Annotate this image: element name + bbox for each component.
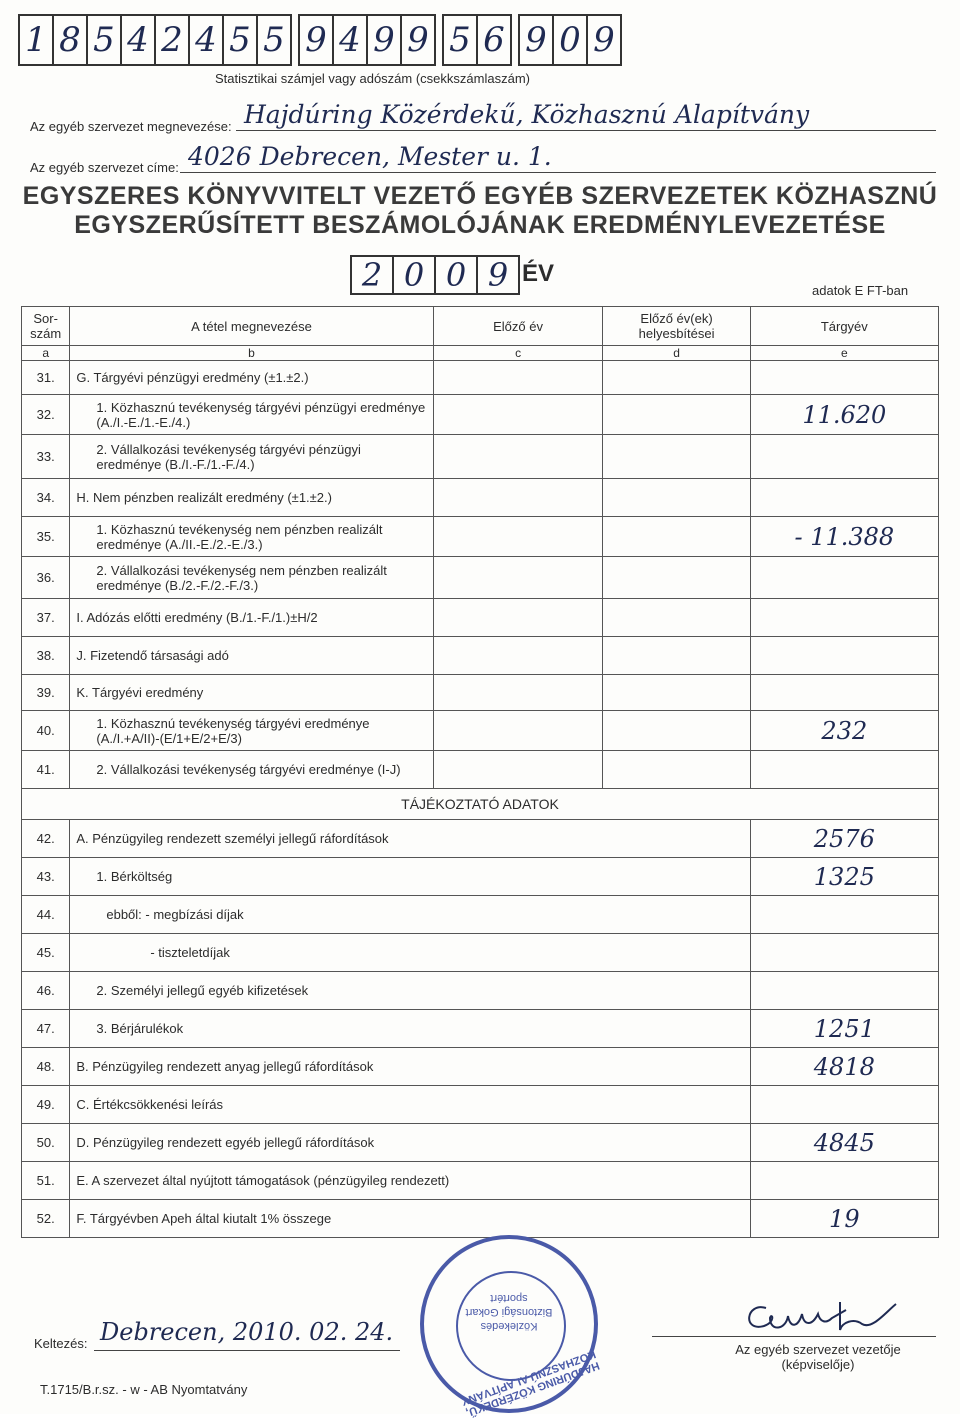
row-description: 1. Közhasznú tevékenység tárgyévi eredménye (A./I.+A/II)-(E/1+E/2+E/3)	[70, 711, 433, 751]
table-row	[22, 1162, 939, 1200]
row-description: K. Tárgyévi eredmény	[70, 675, 433, 711]
stamp-center-text: Közlekedés Biztonsági Gokart sportért	[465, 1292, 553, 1332]
row-current-year	[750, 972, 938, 1010]
stat-number-boxes	[20, 14, 622, 66]
year-digit: 0	[392, 255, 436, 295]
header-row-number: Sor-szám	[22, 307, 70, 346]
year-boxes	[352, 255, 520, 295]
row-number: 38.	[22, 637, 70, 675]
row-number: 41.	[22, 751, 70, 789]
stat-digit: 1	[18, 14, 54, 66]
table-row	[22, 479, 939, 517]
row-number: 36.	[22, 557, 70, 599]
row-number: 50.	[22, 1124, 70, 1162]
table-row	[22, 1124, 939, 1162]
year-digit: 2	[350, 255, 394, 295]
header-current-year: Tárgyév	[750, 307, 938, 346]
table-row	[22, 395, 939, 435]
row-number: 47.	[22, 1010, 70, 1048]
table-row	[22, 517, 939, 557]
row-description: ebből: - megbízási díjak	[70, 896, 750, 934]
date-line	[94, 1350, 400, 1351]
table-row	[22, 1010, 939, 1048]
row-current-year: 1251	[750, 1010, 938, 1048]
row-current-year	[750, 1162, 938, 1200]
row-number: 37.	[22, 599, 70, 637]
row-current-year	[750, 751, 938, 789]
row-description: J. Fizetendő társasági adó	[70, 637, 433, 675]
stat-digit: 8	[52, 14, 88, 66]
stat-digit: 4	[120, 14, 156, 66]
row-previous-year	[433, 517, 603, 557]
row-description: I. Adózás előtti eredmény (B./1.-F./1.)±H/2	[70, 599, 433, 637]
row-previous-year	[433, 361, 603, 395]
signature-mark	[736, 1292, 906, 1342]
stat-digit: 9	[298, 14, 334, 66]
section-row	[22, 789, 939, 820]
stat-number-label: Statisztikai számjel vagy adószám (csekkszámlaszám)	[215, 71, 530, 86]
stat-digit: 9	[518, 14, 554, 66]
row-current-year: 232	[750, 711, 938, 751]
row-number: 51.	[22, 1162, 70, 1200]
column-letter: e	[750, 346, 938, 361]
row-current-year: 2576	[750, 820, 938, 858]
stat-digit: 4	[332, 14, 368, 66]
row-current-year	[750, 557, 938, 599]
row-corrections	[603, 435, 750, 479]
row-description: A. Pénzügyileg rendezett személyi jellegű ráfordítások	[70, 820, 750, 858]
org-name-line	[236, 130, 936, 131]
row-number: 35.	[22, 517, 70, 557]
row-number: 34.	[22, 479, 70, 517]
date-label: Keltezés:	[34, 1336, 88, 1351]
row-previous-year	[433, 557, 603, 599]
table-row	[22, 1200, 939, 1238]
row-number: 31.	[22, 361, 70, 395]
form-title-line2: EGYSZERŰSÍTETT BESZÁMOLÓJÁNAK EREDMÉNYLEVEZETÉSE	[74, 211, 886, 239]
row-number: 45.	[22, 934, 70, 972]
header-item-name: A tétel megnevezése	[70, 307, 433, 346]
row-description: H. Nem pénzben realizált eredmény (±1.±2.)	[70, 479, 433, 517]
row-previous-year	[433, 751, 603, 789]
column-letter: a	[22, 346, 70, 361]
row-number: 32.	[22, 395, 70, 435]
row-number: 40.	[22, 711, 70, 751]
row-current-year: 1325	[750, 858, 938, 896]
year-digit: 9	[476, 255, 520, 295]
table-header-row	[22, 307, 939, 346]
table-row	[22, 1086, 939, 1124]
header-corrections: Előző év(ek) helyesbítései	[603, 307, 750, 346]
org-name-value: Hajdúring Közérdekű, Közhasznú Alapítvány	[244, 100, 810, 129]
stat-digit: 0	[552, 14, 588, 66]
table-row	[22, 557, 939, 599]
org-address-line	[180, 172, 936, 173]
header-previous-year: Előző év	[433, 307, 603, 346]
row-number: 44.	[22, 896, 70, 934]
row-description: - tiszteletdíjak	[70, 934, 750, 972]
row-number: 39.	[22, 675, 70, 711]
row-current-year: 19	[750, 1200, 938, 1238]
table-row	[22, 820, 939, 858]
table-row	[22, 361, 939, 395]
table-letter-row	[22, 346, 939, 361]
stat-digit: 9	[400, 14, 436, 66]
unit-label: adatok E FT-ban	[812, 283, 909, 298]
row-corrections	[603, 751, 750, 789]
row-description: 2. Vállalkozási tevékenység tárgyévi pénzügyi eredménye (B./I.-F./1.-F./4.)	[70, 435, 433, 479]
table-row	[22, 972, 939, 1010]
table-row	[22, 435, 939, 479]
row-description: 1. Bérköltség	[70, 858, 750, 896]
info-section-title: TÁJÉKOZTATÓ ADATOK	[22, 789, 939, 820]
row-corrections	[603, 395, 750, 435]
form-code: T.1715/B.r.sz. - w - AB Nyomtatvány	[40, 1382, 248, 1397]
org-name-label: Az egyéb szervezet megnevezése:	[30, 119, 232, 134]
row-corrections	[603, 711, 750, 751]
row-description: 2. Személyi jellegű egyéb kifizetések	[70, 972, 750, 1010]
row-description: 2. Vállalkozási tevékenység tárgyévi eredménye (I-J)	[70, 751, 433, 789]
row-number: 42.	[22, 820, 70, 858]
row-previous-year	[433, 599, 603, 637]
row-corrections	[603, 517, 750, 557]
table-row	[22, 637, 939, 675]
result-table	[21, 306, 939, 1238]
row-number: 33.	[22, 435, 70, 479]
row-number: 49.	[22, 1086, 70, 1124]
row-current-year	[750, 361, 938, 395]
row-corrections	[603, 361, 750, 395]
row-number: 48.	[22, 1048, 70, 1086]
row-corrections	[603, 557, 750, 599]
row-corrections	[603, 479, 750, 517]
row-current-year: 4818	[750, 1048, 938, 1086]
stat-digit: 6	[476, 14, 512, 66]
row-corrections	[603, 675, 750, 711]
table-row	[22, 934, 939, 972]
table-row	[22, 896, 939, 934]
year-label: ÉV	[522, 260, 555, 287]
stat-digit: 5	[442, 14, 478, 66]
row-description: 2. Vállalkozási tevékenység nem pénzben realizált eredménye (B./2.-F./2.-F./3.)	[70, 557, 433, 599]
row-previous-year	[433, 395, 603, 435]
table-row	[22, 599, 939, 637]
row-current-year	[750, 435, 938, 479]
table-row	[22, 1048, 939, 1086]
table-row	[22, 751, 939, 789]
row-current-year	[750, 896, 938, 934]
column-letter: b	[70, 346, 433, 361]
stat-digit: 9	[366, 14, 402, 66]
row-description: 1. Közhasznú tevékenység nem pénzben realizált eredménye (A./II.-E./2.-E./3.)	[70, 517, 433, 557]
table-row	[22, 858, 939, 896]
year-digit: 0	[434, 255, 478, 295]
column-letter: d	[603, 346, 750, 361]
row-description: 1. Közhasznú tevékenység tárgyévi pénzügyi eredménye (A./I.-E./1.-E./4.)	[70, 395, 433, 435]
row-description: G. Tárgyévi pénzügyi eredmény (±1.±2.)	[70, 361, 433, 395]
row-description: D. Pénzügyileg rendezett egyéb jellegű ráfordítások	[70, 1124, 750, 1162]
row-number: 46.	[22, 972, 70, 1010]
row-description: E. A szervezet által nyújtott támogatások (pénzügyileg rendezett)	[70, 1162, 750, 1200]
stat-digit: 5	[86, 14, 122, 66]
row-corrections	[603, 637, 750, 675]
org-address-value: 4026 Debrecen, Mester u. 1.	[188, 142, 552, 171]
stat-digit: 5	[256, 14, 292, 66]
row-description: 3. Bérjárulékok	[70, 1010, 750, 1048]
row-current-year	[750, 637, 938, 675]
form-title-line1: EGYSZERES KÖNYVVITELT VEZETŐ EGYÉB SZERVEZETEK KÖZHASZNÚ	[22, 182, 938, 210]
row-current-year: 11.620	[750, 395, 938, 435]
row-previous-year	[433, 637, 603, 675]
row-current-year	[750, 934, 938, 972]
signature-label: Az egyéb szervezet vezetője (képviselője)	[735, 1342, 901, 1372]
row-description: F. Tárgyévben Apeh által kiutalt 1% összege	[70, 1200, 750, 1238]
table-row	[22, 711, 939, 751]
column-letter: c	[433, 346, 603, 361]
row-current-year: 4845	[750, 1124, 938, 1162]
row-previous-year	[433, 479, 603, 517]
stat-digit: 9	[586, 14, 622, 66]
row-previous-year	[433, 675, 603, 711]
row-previous-year	[433, 435, 603, 479]
row-number: 52.	[22, 1200, 70, 1238]
row-current-year	[750, 675, 938, 711]
row-description: B. Pénzügyileg rendezett anyag jellegű ráfordítások	[70, 1048, 750, 1086]
stat-digit: 5	[222, 14, 258, 66]
row-corrections	[603, 599, 750, 637]
row-current-year	[750, 1086, 938, 1124]
row-number: 43.	[22, 858, 70, 896]
stat-digit: 2	[154, 14, 190, 66]
organisation-stamp	[420, 1235, 601, 1419]
row-previous-year	[433, 711, 603, 751]
row-current-year	[750, 599, 938, 637]
date-value: Debrecen, 2010. 02. 24.	[100, 1318, 394, 1346]
table-row	[22, 675, 939, 711]
row-current-year	[750, 479, 938, 517]
stamp-ring-text: HAJDÚRING KÖZÉRDEKŰ, KÖZHASZNÚ ALAPÍTVÁNY	[459, 1347, 601, 1419]
org-address-label: Az egyéb szervezet címe:	[30, 160, 179, 175]
row-current-year: - 11.388	[750, 517, 938, 557]
stat-digit: 4	[188, 14, 224, 66]
row-description: C. Értékcsökkenési leírás	[70, 1086, 750, 1124]
